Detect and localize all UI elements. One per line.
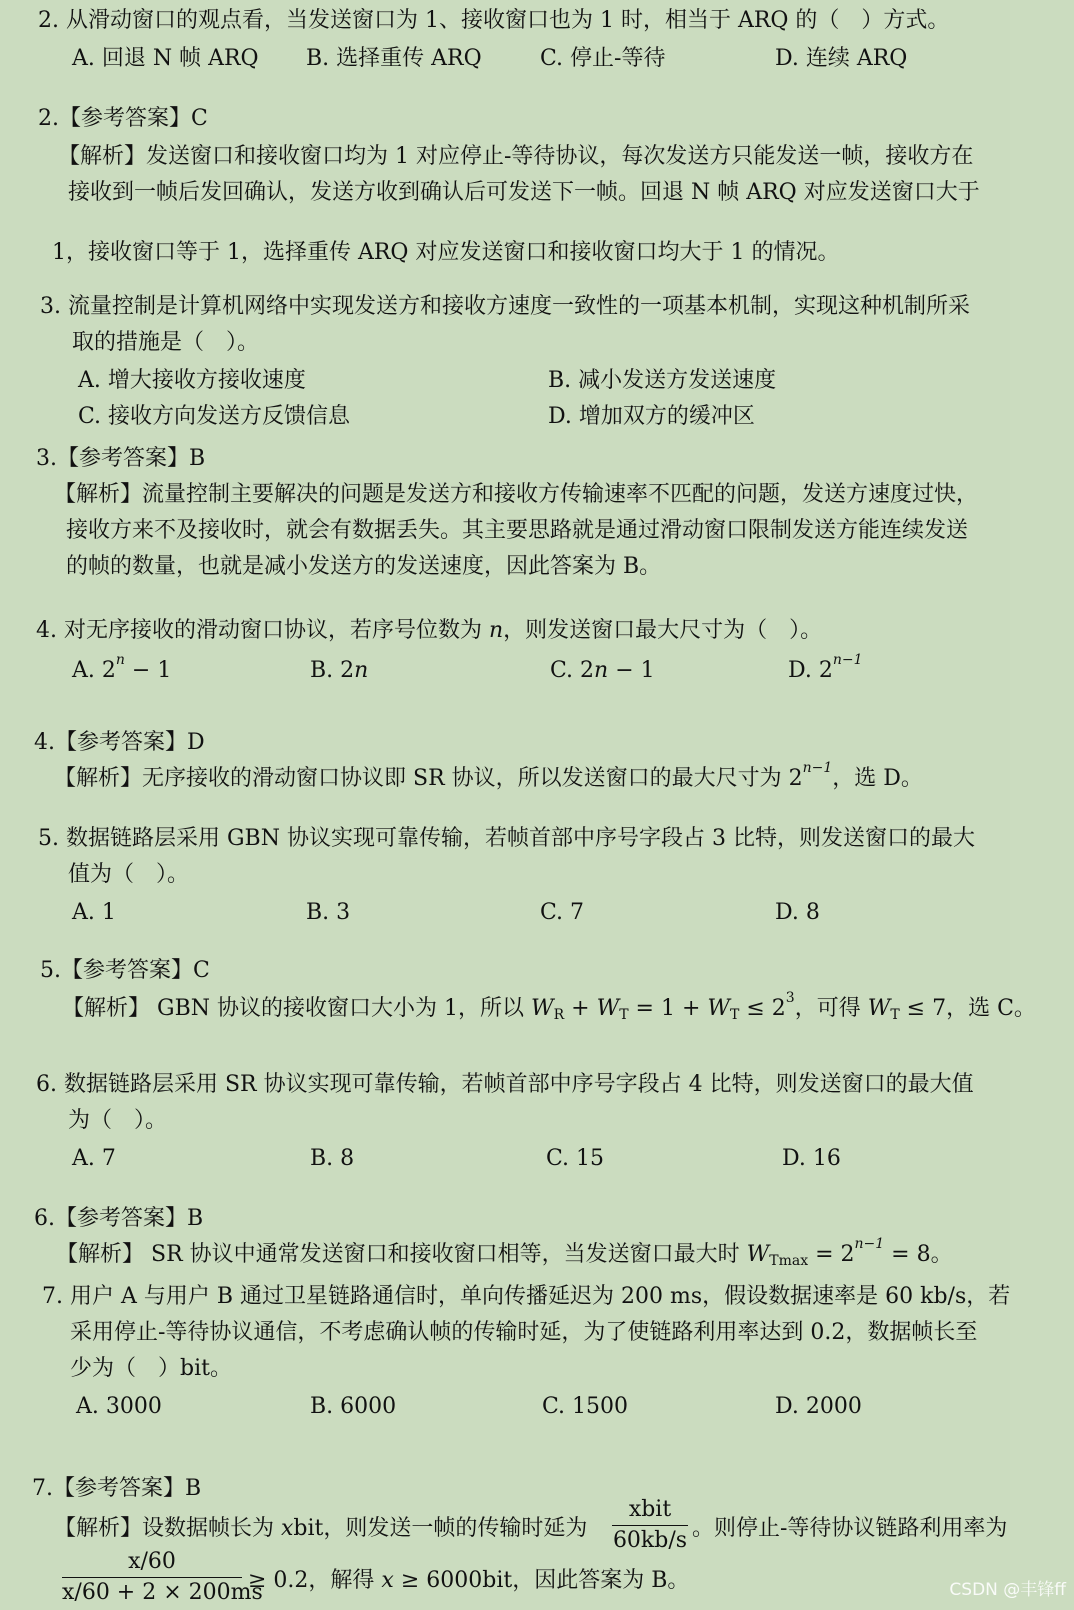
answer-3: 3.【参考答案】B xyxy=(36,446,206,471)
option-d: D. 8 xyxy=(775,900,820,925)
option-a: A. 3000 xyxy=(76,1394,162,1419)
explanation-3-line-3: 的帧的数量，也就是减小发送方的发送速度，因此答案为 B。 xyxy=(66,554,662,579)
explanation-3-line-1: 【解析】流量控制主要解决的问题是发送方和接收方传输速率不匹配的问题，发送方速度过快， xyxy=(54,482,979,507)
explanation-3-line-2: 接收方来不及接收时，就会有数据丢失。其主要思路就是通过滑动窗口限制发送方能连续发送 xyxy=(66,518,969,543)
option-a: A. 1 xyxy=(72,900,116,925)
option-d: D. 2000 xyxy=(775,1394,862,1419)
option-b: B. 8 xyxy=(310,1146,355,1171)
question-7-line-1: 7. 用户 A 与用户 B 通过卫星链路通信时，单向传播延迟为 200 ms，假设数据速率是 60 kb/s，若 xyxy=(42,1284,1011,1309)
question-3-line-2: 取的措施是（ ）。 xyxy=(72,330,260,355)
question-7-line-3: 少为（ ）bit。 xyxy=(70,1356,232,1381)
explanation-5: 【解析】 GBN 协议的接收窗口大小为 1，所以 $W_R + W_T = 1 + W_T \le 2^3$，可得 $W_T \le 7$，选 C。 xyxy=(62,990,1036,1023)
option-d: D. 16 xyxy=(782,1146,841,1171)
answer-4: 4.【参考答案】D xyxy=(34,730,205,755)
answer-5: 5.【参考答案】C xyxy=(40,958,210,983)
question-3-line-1: 3. 流量控制是计算机网络中实现发送方和接收方速度一致性的一项基本机制，实现这种机制所采 xyxy=(40,294,970,319)
option-a: A. 回退 N 帧 ARQ xyxy=(72,46,259,71)
csdn-watermark: CSDN @丰锋ff xyxy=(949,1580,1066,1600)
explanation-2-line-3: 1，接收窗口等于 1，选择重传 ARQ 对应发送窗口和接收窗口均大于 1 的情况。 xyxy=(52,240,840,265)
explanation-7-line-1-text: 【解析】设数据帧长为 xbit，则发送一帧的传输时延为 xyxy=(54,1516,588,1541)
option-c: C. 2n − 1 xyxy=(550,658,655,683)
option-b: B. 选择重传 ARQ xyxy=(306,46,482,71)
option-a: A. 增大接收方接收速度 xyxy=(78,368,306,393)
option-b: B. 2n xyxy=(310,658,369,683)
explanation-7-line-2: ≥ 0.2，解得 x ≥ 6000bit，因此答案为 B。 xyxy=(248,1568,690,1593)
explanation-4: 【解析】无序接收的滑动窗口协议即 SR 协议，所以发送窗口的最大尺寸为 $2^{n-1}$，选 D。 xyxy=(54,760,923,791)
question-5-line-1: 5. 数据链路层采用 GBN 协议实现可靠传输，若帧首部中序号字段占 3 比特，则发送窗口的最大 xyxy=(38,826,975,851)
question-7-line-2: 采用停止-等待协议通信，不考虑确认帧的传输时延，为了使链路利用率达到 0.2，数据帧长至 xyxy=(70,1320,978,1345)
answer-7: 7.【参考答案】B xyxy=(32,1476,202,1501)
question-2: 2. 从滑动窗口的观点看，当发送窗口为 1、接收窗口也为 1 时，相当于 ARQ 的（ ）方式。 xyxy=(38,8,950,33)
question-6-line-2: 为（ ）。 xyxy=(68,1108,168,1133)
option-b: B. 3 xyxy=(306,900,351,925)
fraction-transmission-delay: xbit 60kb/s xyxy=(612,1497,688,1553)
option-d: D. $2^{n-1}$ xyxy=(788,652,863,683)
option-b: B. 减小发送方发送速度 xyxy=(548,368,777,393)
question-6-line-1: 6. 数据链路层采用 SR 协议实现可靠传输，若帧首部中序号字段占 4 比特，则发送窗口的最大值 xyxy=(36,1072,974,1097)
answer-6: 6.【参考答案】B xyxy=(34,1206,204,1231)
option-c: C. 接收方向发送方反馈信息 xyxy=(78,404,351,429)
option-b: B. 6000 xyxy=(310,1394,397,1419)
option-c: C. 1500 xyxy=(542,1394,629,1419)
option-c: C. 15 xyxy=(546,1146,605,1171)
option-a: A. 7 xyxy=(72,1146,116,1171)
explanation-7-line-1-end: 。则停止-等待协议链路利用率为 xyxy=(692,1516,1008,1541)
explanation-6: 【解析】 SR 协议中通常发送窗口和接收窗口相等，当发送窗口最大时 $W_{Tmax} = 2^{n-1} = 8$。 xyxy=(56,1236,953,1269)
fraction-utilization: x/60 x/60 + 2 × 200ms xyxy=(62,1549,263,1605)
explanation-2-line-2: 接收到一帧后发回确认，发送方收到确认后可发送下一帧。回退 N 帧 ARQ 对应发送窗口大于 xyxy=(68,180,980,205)
answer-2: 2.【参考答案】C xyxy=(38,106,208,131)
question-5-line-2: 值为（ ）。 xyxy=(68,862,190,887)
question-4: 4. 对无序接收的滑动窗口协议，若序号位数为 n，则发送窗口最大尺寸为（ ）。 xyxy=(36,618,823,643)
option-d: D. 增加双方的缓冲区 xyxy=(548,404,755,429)
option-a: A. $2^n - 1$ xyxy=(72,652,172,683)
option-d: D. 连续 ARQ xyxy=(775,46,908,71)
option-c: C. 停止-等待 xyxy=(540,46,666,71)
explanation-2-line-1: 【解析】发送窗口和接收窗口均为 1 对应停止-等待协议，每次发送方只能发送一帧，接收方在 xyxy=(58,144,974,169)
option-c: C. 7 xyxy=(540,900,585,925)
